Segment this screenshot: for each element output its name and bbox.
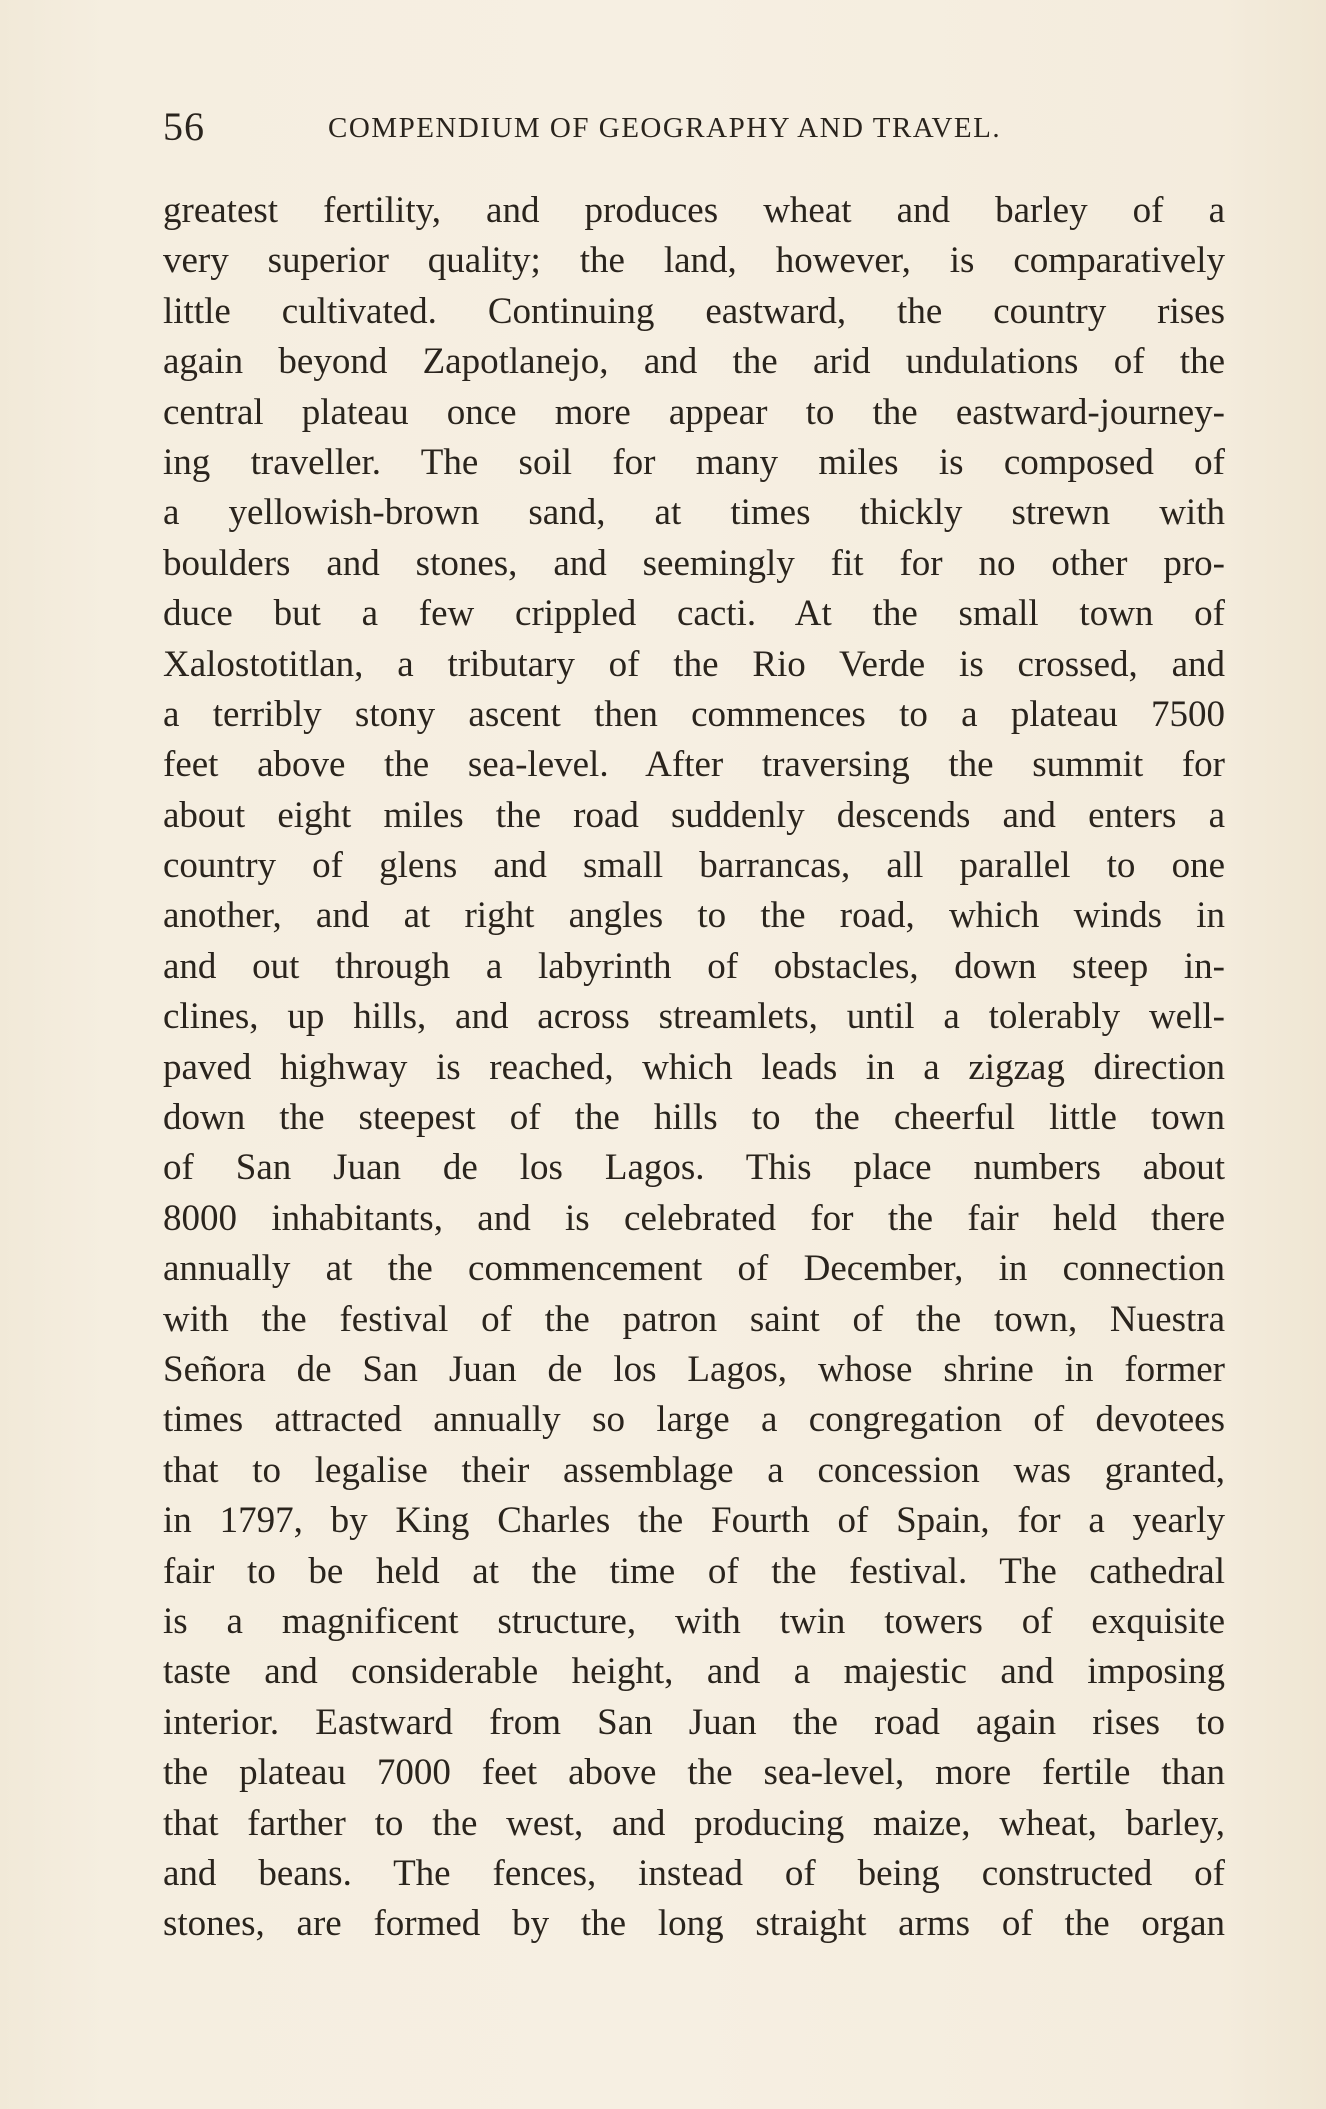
text-line: interior. Eastward from San Juan the road again rises to bbox=[163, 1701, 1225, 1743]
text-line: fair to be held at the time of the festival. The cathedral bbox=[163, 1550, 1225, 1592]
text-line: ing traveller. The soil for many miles is composed of bbox=[163, 441, 1225, 483]
text-line: annually at the commencement of December, in connection bbox=[163, 1248, 1225, 1290]
text-line: 8000 inhabitants, and is celebrated for the fair held there bbox=[163, 1197, 1225, 1239]
text-line: stones, are formed by the long straight arms of the organ bbox=[163, 1903, 1225, 1945]
text-line: greatest fertility, and produces wheat and barley of a bbox=[163, 190, 1225, 231]
text-line: the plateau 7000 feet above the sea-level, more fertile than bbox=[163, 1752, 1225, 1794]
text-line: boulders and stones, and seemingly fit for no other pro- bbox=[163, 542, 1225, 584]
text-line: feet above the sea-level. After traversing the summit for bbox=[163, 744, 1225, 786]
text-line: and out through a labyrinth of obstacles, down steep in- bbox=[163, 945, 1225, 987]
text-line: that to legalise their assemblage a concession was granted, bbox=[163, 1449, 1225, 1491]
text-line: duce but a few crippled cacti. At the small town of bbox=[163, 593, 1225, 635]
text-line: down the steepest of the hills to the cheerful little town bbox=[163, 1097, 1225, 1139]
text-line: Xalostotitlan, a tributary of the Rio Verde is crossed, and bbox=[163, 643, 1225, 685]
text-line: little cultivated. Continuing eastward, the country rises bbox=[163, 290, 1225, 332]
text-line: very superior quality; the land, however, is comparatively bbox=[163, 240, 1225, 282]
text-line: a yellowish-brown sand, at times thickly strewn with bbox=[163, 492, 1225, 534]
text-line: of San Juan de los Lagos. This place numbers about bbox=[163, 1147, 1225, 1189]
text-line: in 1797, by King Charles the Fourth of Spain, for a yearly bbox=[163, 1500, 1225, 1542]
text-line: is a magnificent structure, with twin towers of exquisite bbox=[163, 1600, 1225, 1642]
text-line: country of glens and small barrancas, all parallel to one bbox=[163, 845, 1225, 887]
text-line: with the festival of the patron saint of the town, Nuestra bbox=[163, 1298, 1225, 1340]
body-paragraph bbox=[163, 186, 1225, 1950]
running-title: COMPENDIUM OF GEOGRAPHY AND TRAVEL. bbox=[328, 112, 1002, 144]
text-line: clines, up hills, and across streamlets, until a tolerably well- bbox=[163, 996, 1225, 1038]
text-line: another, and at right angles to the road, which winds in bbox=[163, 895, 1225, 937]
text-line: paved highway is reached, which leads in a zigzag direction bbox=[163, 1046, 1225, 1088]
text-line: taste and considerable height, and a majestic and imposing bbox=[163, 1651, 1225, 1693]
page-number: 56 bbox=[163, 104, 205, 149]
text-line: times attracted annually so large a congregation of devotees bbox=[163, 1399, 1225, 1441]
page-header bbox=[163, 102, 1233, 152]
text-line: central plateau once more appear to the eastward-journey- bbox=[163, 391, 1225, 433]
text-line: that farther to the west, and producing maize, wheat, barley, bbox=[163, 1802, 1225, 1844]
text-line: Señora de San Juan de los Lagos, whose shrine in former bbox=[163, 1348, 1225, 1390]
text-line: a terribly stony ascent then commences to a plateau 7500 bbox=[163, 693, 1225, 735]
text-line: again beyond Zapotlanejo, and the arid undulations of the bbox=[163, 341, 1225, 383]
text-line: about eight miles the road suddenly descends and enters a bbox=[163, 794, 1225, 836]
text-line: and beans. The fences, instead of being constructed of bbox=[163, 1852, 1225, 1894]
